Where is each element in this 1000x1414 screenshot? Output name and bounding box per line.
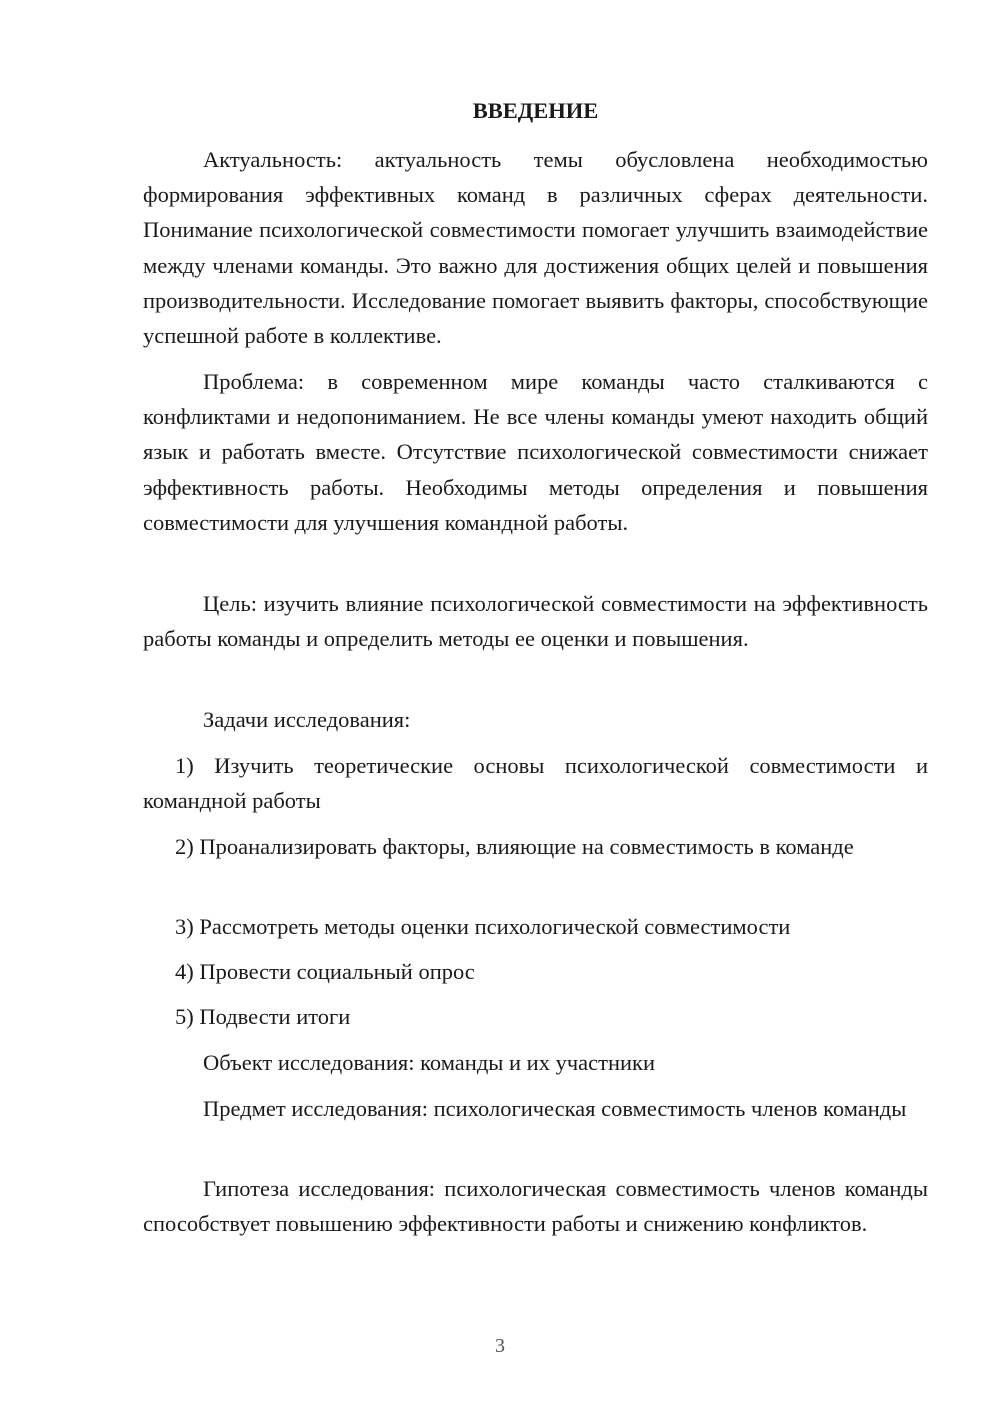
- task-item-5: 5) Подвести итоги: [175, 1004, 351, 1029]
- tasks-heading: Задачи исследования:: [203, 707, 411, 732]
- problem-paragraph: Проблема: в современном мире команды часто сталкиваются с конфликтами и недопониманием. Не все члены команды умеют находить общий язык и работать вместе. Отсутствие психологической совместимости снижает эффективность работы. Необходимы методы определения и повышения совместимости для улучшения командной работы.: [143, 369, 928, 535]
- page-title: ВВЕДЕНИЕ: [472, 98, 599, 123]
- page-number: 3: [495, 1335, 505, 1357]
- object-paragraph: Объект исследования: команды и их участники: [203, 1050, 656, 1075]
- hypothesis-paragraph: Гипотеза исследования: психологическая совместимость членов команды способствует повышению эффективности работы и снижению конфликтов.: [143, 1176, 928, 1237]
- task-item-1: 1) Изучить теоретические основы психологической совместимости и командной работы: [143, 753, 928, 814]
- task-item-3: 3) Рассмотреть методы оценки психологической совместимости: [175, 914, 791, 939]
- task-item-2: 2) Проанализировать факторы, влияющие на совместимость в команде: [175, 834, 854, 859]
- goal-paragraph: Цель: изучить влияние психологической совместимости на эффективность работы команды и определить методы ее оценки и повышения.: [143, 591, 928, 652]
- relevance-paragraph: Актуальность: актуальность темы обусловлена необходимостью формирования эффективных команд в различных сферах деятельности. Понимание психологической совместимости помогает улучшить взаимодействие между членами команды. Это важно для достижения общих целей и повышения производительности. Исследование помогает выявить факторы, способствующие успешной работе в коллективе.: [143, 147, 928, 349]
- task-item-4: 4) Провести социальный опрос: [175, 959, 475, 984]
- subject-paragraph: Предмет исследования: психологическая совместимость членов команды: [203, 1096, 907, 1121]
